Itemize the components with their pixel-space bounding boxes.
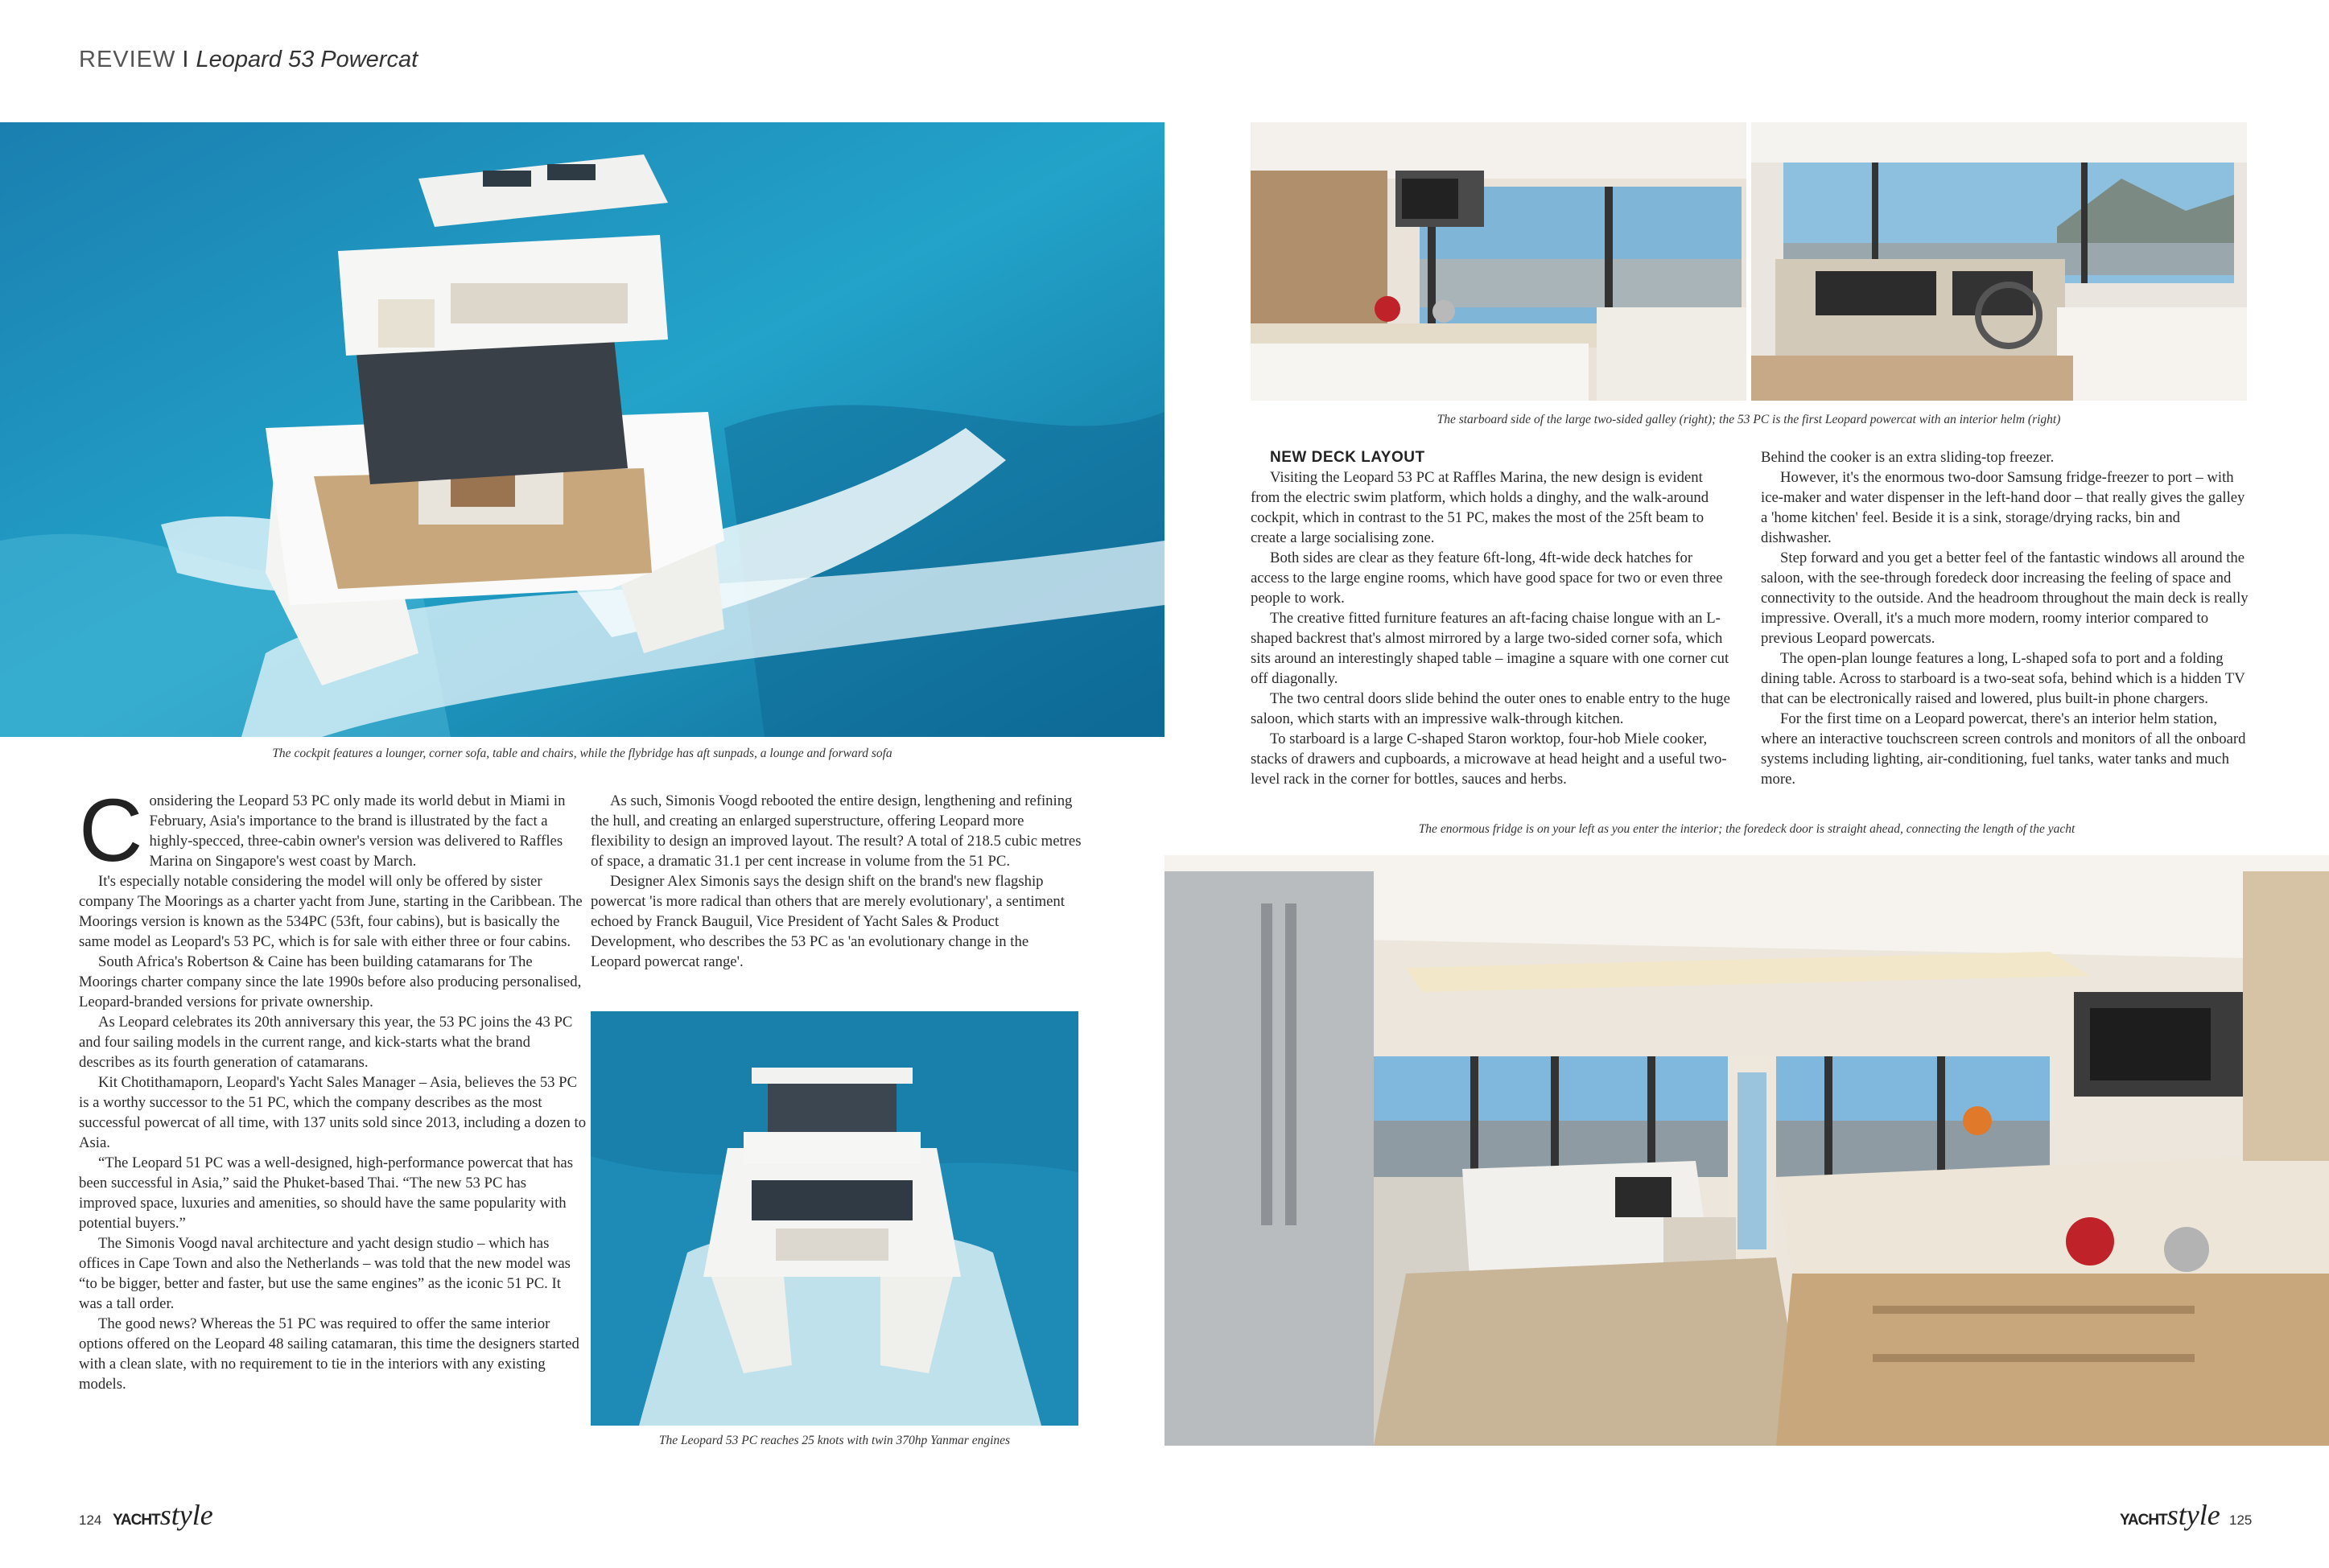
paragraph: The two central doors slide behind the outer ones to enable entry to the huge saloon, which starts with an impressive walk-through kitchen. [1251, 690, 1730, 727]
paragraph: For the first time on a Leopard powercat, there's an interior helm station, where an interactive touchscreen screen controls and monitors of all the onboard systems including lighting, air-conditioning, fuel tanks, water tanks and much more. [1761, 710, 2246, 788]
paragraph: To starboard is a large C-shaped Staron worktop, four-hob Miele cooker, stacks of drawers and cupboards, a microwave at head height and a useful two-level rack in the corner for bottles, sauces and herbs. [1251, 730, 1727, 788]
paragraph: Step forward and you get a better feel of the fantastic windows all around the saloon, with the see-through foredeck door increasing the feeling of space and connectivity to the outside. And the headroom throughout the main deck is really impressive. Overall, it's a much more modern, roomy interior compared to previous Leopard powercats. [1761, 549, 2249, 647]
yacht-style-logo-right [2120, 1498, 2220, 1532]
logo-word: YACHT [2120, 1512, 2167, 1529]
main-boat-photo [0, 122, 1164, 737]
paragraph: It's especially notable considering the model will only be offered by sister company The Moorings as a charter yacht from June, starting in the Caribbean. The Moorings version is known as the 534PC (53ft, four cabins), but is basically the same model as Leopard's 53 PC, which is for sale with either three or four cabins. [79, 873, 583, 950]
interior-helm-photo [1751, 122, 2247, 401]
paragraph: However, it's the enormous two-door Samsung fridge-freezer to port – with ice-maker and water dispenser in the left-hand door – that really gives the galley a 'home kitchen' feel. Beside it is a sink, storage/drying racks, bin and dishwasher. [1761, 469, 2245, 546]
paragraph: Designer Alex Simonis says the design shift on the brand's new flagship powercat 'is more radical than others that are merely evolutionary', a sentiment echoed by Franck Bauguil, Vice President of Yacht Sales & Product Development, who describes the 53 PC as 'an evolutionary change in the Leopard powercat range'. [591, 873, 1065, 970]
opening-paragraph [79, 781, 587, 880]
paragraph: As Leopard celebrates its 20th anniversary this year, the 53 PC joins the 43 PC and four sailing models in the current range, and kick-starts what the brand describes as its fourth generation of catamarans. [79, 1014, 573, 1071]
small-photo-caption: The Leopard 53 PC reaches 25 knots with twin 370hp Yanmar engines [658, 1434, 1011, 1447]
paragraph: Both sides are clear as they feature 6ft-long, 4ft-wide deck hatches for access to the large engine rooms, which have good space for two or even three people to work. [1251, 549, 1723, 607]
drop-cap: C [79, 781, 143, 880]
article-column-4 [1761, 447, 2252, 789]
logo-script: style [159, 1499, 213, 1531]
running-header [79, 47, 418, 73]
small-boat-photo [591, 1011, 1078, 1426]
paragraph: Behind the cooker is an extra sliding-top freezer. [1761, 449, 2055, 466]
section-label: REVIEW [79, 47, 176, 72]
article-column-1 [79, 781, 587, 1394]
article-title: Leopard 53 Powercat [196, 47, 418, 72]
paragraph: The Simonis Voogd naval architecture and yacht design studio – which has offices in Cape Town and also the Netherlands – was told that the new model was “to be bigger, better and faster, but use the same engines” as the iconic 51 PC. It was a tall order. [79, 1235, 571, 1312]
paragraph: Kit Chotithamaporn, Leopard's Yacht Sales Manager – Asia, believes the 53 PC is a worthy successor to the 51 PC, which the company describes as the most successful powercat of all time, with 137 units sold since 2013, including a dozen to Asia. [79, 1074, 587, 1151]
header-separator: I [182, 47, 190, 72]
paragraph: The good news? Whereas the 51 PC was required to offer the same interior options offered on the Leopard 48 sailing catamaran, this time the designers started with a clean slate, with no requirement to tie in the interiors with any existing models. [79, 1315, 579, 1393]
page-number-right: 125 [2229, 1512, 2253, 1528]
article-column-2 [591, 791, 1082, 972]
paragraph: “The Leopard 51 PC was a well-designed, high-performance powercat that has been successful in Asia,” said the Phuket-based Thai. “The new 53 PC has improved space, luxuries and amenities, so should have the same popularity with potential buyers.” [79, 1154, 573, 1232]
logo-script: style [2166, 1499, 2220, 1531]
main-photo-caption: The cockpit features a lounger, corner sofa, table and chairs, while the flybridge has aft sunpads, a lounge and forward sofa [272, 747, 892, 760]
paragraph: The open-plan lounge features a long, L-shaped sofa to port and a folding dining table. Across to starboard is a two-seat sofa, behind which is a hidden TV that can be electronically raised and lowered, plus built-in phone chargers. [1761, 650, 2245, 707]
paragraph: As such, Simonis Voogd rebooted the entire design, lengthening and refining the hull, and creating an enlarged superstructure, offering Leopard more flexibility to design an improved layout. The result? A total of 218.5 cubic metres of space, a dramatic 31.1 per cent increase in volume from the 51 PC. [591, 792, 1082, 870]
paragraph: South Africa's Robertson & Caine has been building catamarans for The Moorings charter company since the late 1990s before also producing personalised, Leopard-branded versions for private ownership. [79, 953, 582, 1010]
yacht-style-logo-left [113, 1498, 213, 1532]
page-number-left: 124 [79, 1512, 102, 1528]
paragraph-text: onsidering the Leopard 53 PC only made its world debut in Miami in February, Asia's importance to the brand is illustrated by the fact a highly-specced, three-cabin owner's version was delivered to Raffles Marina on Singapore's west coast by March. [149, 792, 566, 870]
article-column-3 [1251, 447, 1733, 789]
galley-photo [1251, 122, 1746, 401]
interior-photo-caption: The enormous fridge is on your left as you enter the interior; the foredeck door is straight ahead, connecting the length of the yacht [1418, 822, 2075, 836]
paragraph: The creative fitted furniture features an aft-facing chaise longue with an L-shaped backrest that's almost mirrored by a large two-sided corner sofa, which sits around an interestingly shaped table – imagine a square with one corner cut off diagonally. [1251, 610, 1729, 687]
logo-word: YACHT [113, 1512, 160, 1529]
subhead: NEW DECK LAYOUT [1270, 449, 1425, 466]
saloon-interior-photo [1164, 855, 2329, 1446]
top-photos-caption: The starboard side of the large two-sided galley (right); the 53 PC is the first Leopard powercat with an interior helm (right) [1437, 413, 2061, 426]
paragraph: Visiting the Leopard 53 PC at Raffles Marina, the new design is evident from the electric swim platform, which holds a dinghy, and the walk-around cockpit, which in contrast to the 51 PC, makes the most of the 25ft beam to create a large socialising zone. [1251, 469, 1709, 546]
